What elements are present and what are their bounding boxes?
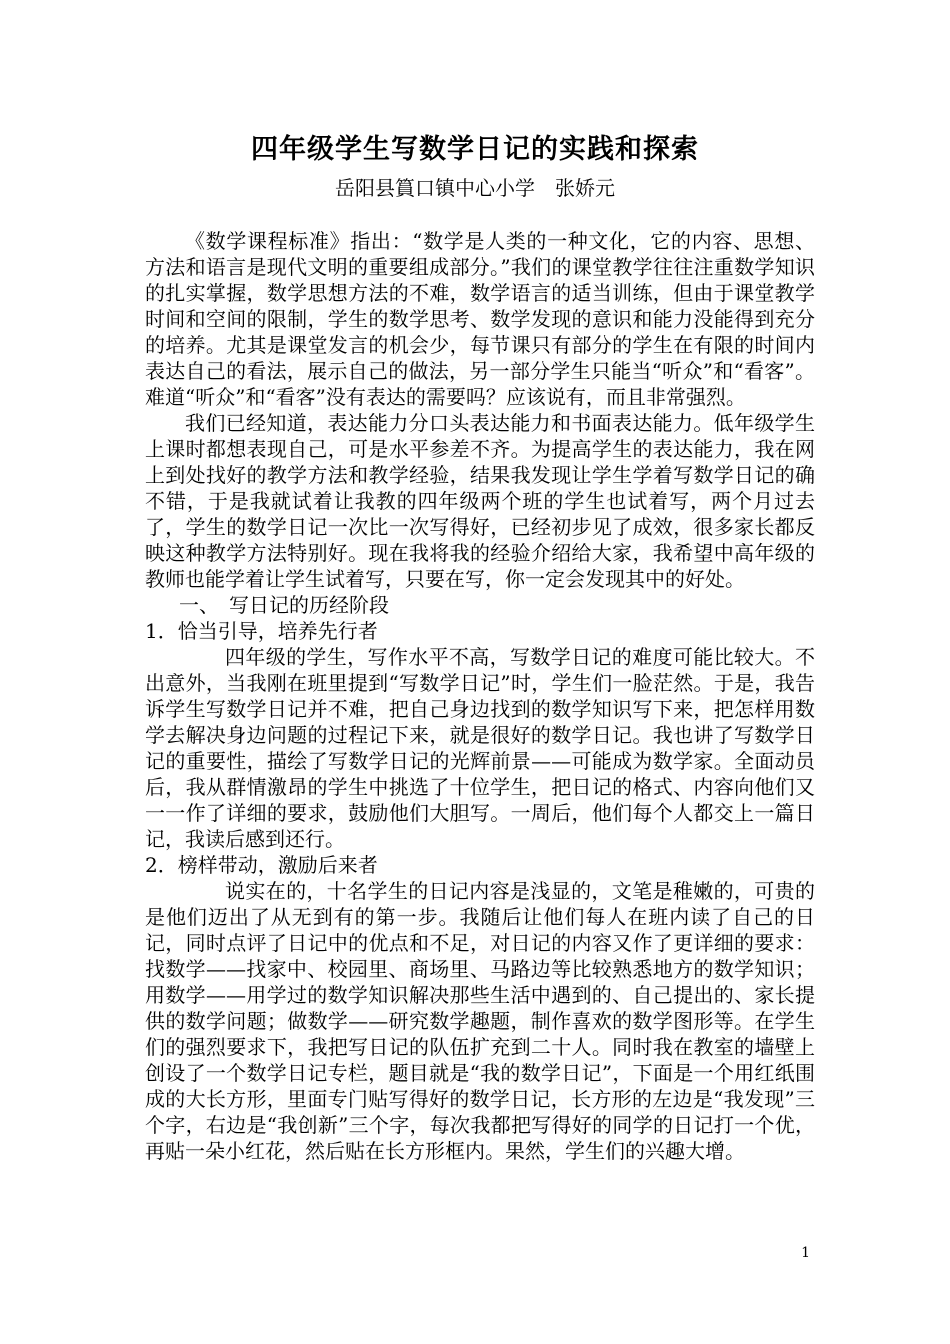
paragraph-role-model: 说实在的，十名学生的日记内容是浅显的，文笔是稚嫩的，可贵的是他们迈出了从无到有的第一步。我随后让他们每人在班内读了自己的日记，同时点评了日记中的优点和不足，对日记的内容又作了更详细的要求：找数学——找家中、校园里、商场里、马路边等比较熟悉地方的数学知识；用数学——用学过的数学知识解决那些生活中遇到的、自己提出的、家长提供的数学问题；做数学——研究数学趣题，制作喜欢的数学图形等。在学生们的强烈要求下，我把写日记的队伍扩充到二十人。同时我在教室的墙壁上创设了一个数学日记专栏，题目就是“我的数学日记”，下面是一个用红纸围成的大长方形，里面专门贴写得好的数学日记，长方形的左边是“我发现”三个字，右边是“我创新”三个字，每次我都把写得好的同学的日记打一个优，再贴一朵小红花，然后贴在长方形框内。果然，学生们的兴趣大增。	[145, 879, 815, 1163]
section-heading-1: 一、 写日记的历经阶段	[179, 593, 389, 617]
document-author: 岳阳县篔口镇中心小学 张娇元	[335, 176, 615, 200]
page-number: 1	[801, 1245, 810, 1261]
subsection-heading-1: 1．恰当引导，培养先行者	[145, 619, 378, 643]
document-body	[145, 228, 815, 1164]
subsection-heading-2: 2．榜样带动，激励后来者	[145, 853, 378, 877]
paragraph-background: 我们已经知道，表达能力分口头表达能力和书面表达能力。低年级学生上课时都想表现自己，可是水平参差不齐。为提高学生的表达能力，我在网上到处找好的教学方法和教学经验，结果我发现让学生学着写数学日记的确不错，于是我就试着让我教的四年级两个班的学生也试着写，两个月过去了，学生的数学日记一次比一次写得好，已经初步见了成效，很多家长都反映这种教学方法特别好。现在我将我的经验介绍给大家，我希望中高年级的教师也能学着让学生试着写，只要在写，你一定会发现其中的好处。	[145, 411, 815, 591]
paragraph-intro: 《数学课程标准》指出：“数学是人类的一种文化，它的内容、思想、方法和语言是现代文明的重要组成部分。”我们的课堂教学往往注重数学知识的扎实掌握，数学思想方法的不难，数学语言的适当训练，但由于课堂教学时间和空间的限制，学生的数学思考、数学发现的意识和能力没能得到充分的培养。尤其是课堂发言的机会少，每节课只有部分的学生在有限的时间内表达自己的看法，展示自己的做法，另一部分学生只能当“听众”和“看客”。难道“听众”和“看客”没有表达的需要吗？应该说有，而且非常强烈。	[145, 229, 815, 409]
document-title: 四年级学生写数学日记的实践和探索	[251, 134, 699, 165]
paragraph-guidance: 四年级的学生，写作水平不高，写数学日记的难度可能比较大。不出意外，当我刚在班里提到“写数学日记”时，学生们一脸茫然。于是，我告诉学生写数学日记并不难，把自己身边找到的数学知识写下来，把怎样用数学去解决身边问题的过程记下来，就是很好的数学日记。我也讲了写数学日记的重要性，描绘了写数学日记的光辉前景——可能成为数学家。全面动员后，我从群情激昂的学生中挑选了十位学生，把日记的格式、内容向他们又一一作了详细的要求，鼓励他们大胆写。一周后，他们每个人都交上一篇日记，我读后感到还行。	[145, 645, 815, 851]
